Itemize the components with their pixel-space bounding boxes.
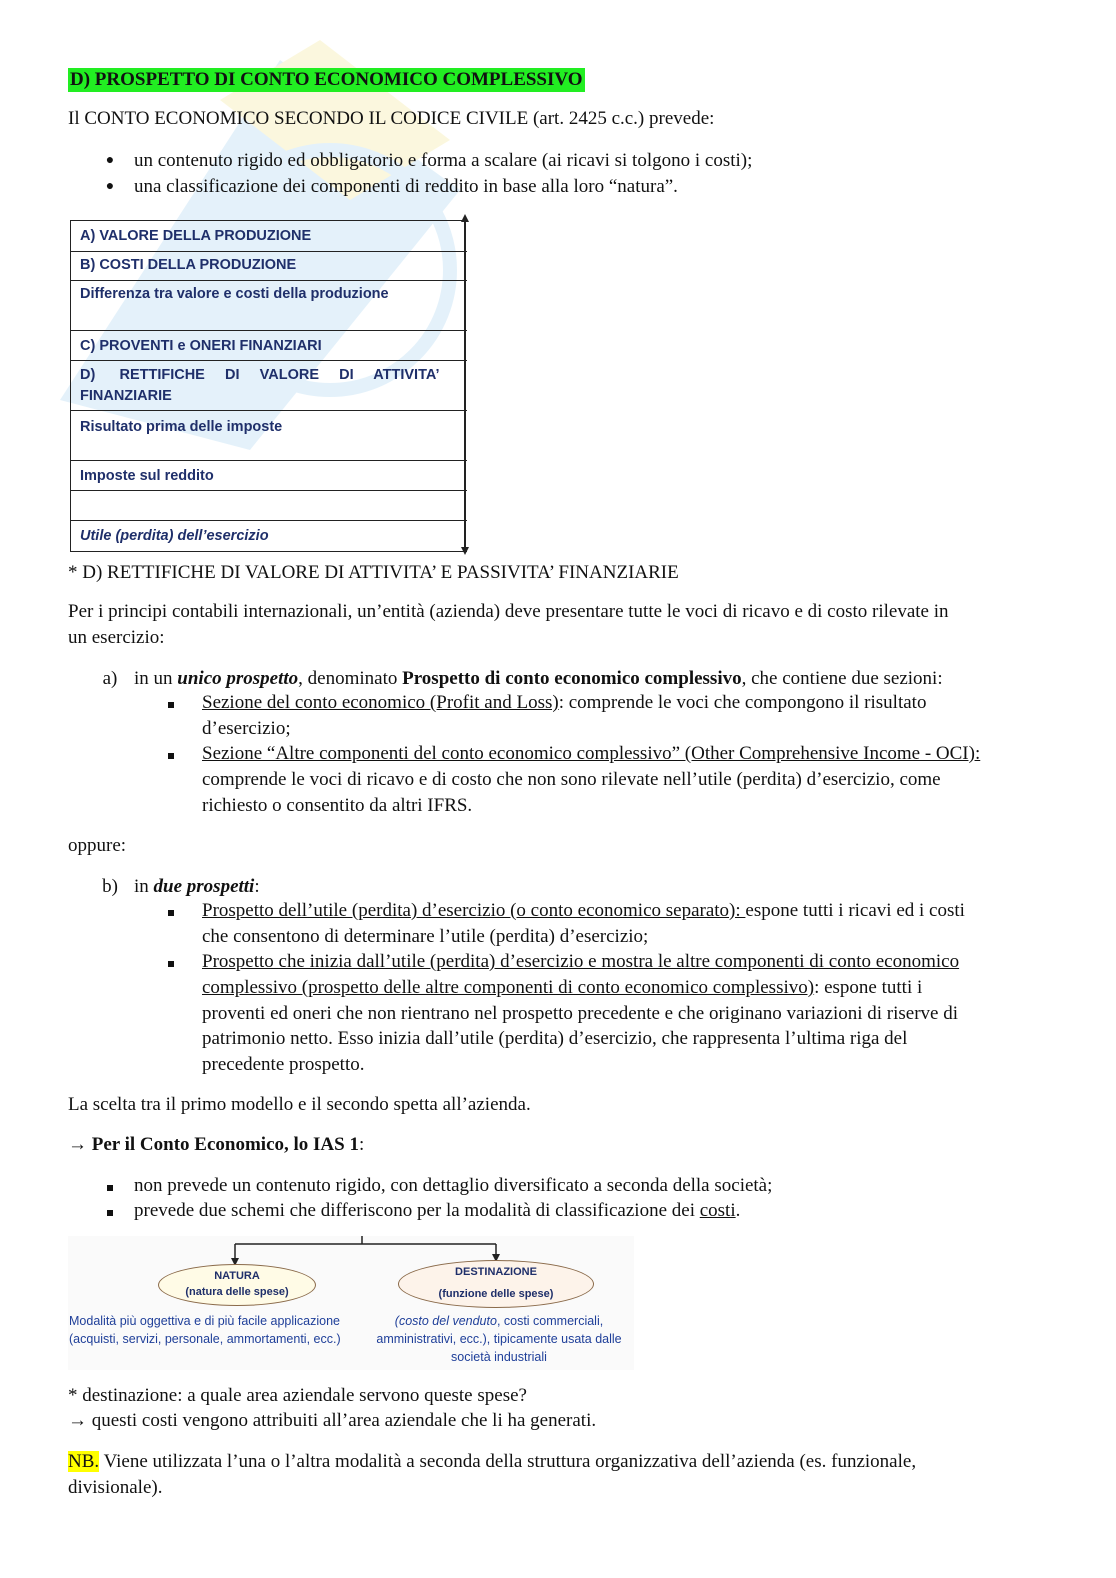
option-b-item-cont: patrimonio netto. Esso inizia dall’utile (perdita) d’esercizio, che rappresenta l’ultima riga del — [202, 1028, 908, 1049]
oppure-text: oppure: — [68, 835, 127, 856]
destinazione-description: (costo del venduto, costi commerciali, amministrativi, ecc.), tipicamente usata dalle società industriali — [376, 1314, 622, 1364]
square-bullet-icon — [100, 1198, 120, 1224]
scheme-row: Risultato prima delle imposte — [71, 410, 467, 461]
scheme-row: B) COSTI DELLA PRODUZIONE — [71, 251, 467, 281]
option-b-item-cont: complessivo (prospetto delle altre componenti di conto economico complessivo): espone tutti i — [202, 977, 923, 998]
destinazione-node: DESTINAZIONE (funzione delle spese) — [398, 1260, 594, 1308]
nb-note: NB. Viene utilizzata l’una o l’altra modalità a seconda della struttura organizzativa dell’azienda (es. funzionale, — [68, 1451, 917, 1472]
option-b-item: Prospetto dell’utile (perdita) d’esercizio (o conto economico separato): espone tutti i ricavi ed i costi — [202, 900, 965, 921]
intro-text: Il CONTO ECONOMICO SECONDO IL CODICE CIVILE (art. 2425 c.c.) prevede: — [68, 108, 715, 129]
option-a-item-cont: comprende le voci di ricavo e di costo che non sono rilevate nell’utile (perdita) d’esercizio, come — [202, 769, 941, 790]
ias-heading: → Per il Conto Economico, lo IAS 1: — [68, 1134, 365, 1155]
destination-note-cont: → questi costi vengono attribuiti all’area aziendale che li ha generati. — [68, 1410, 597, 1431]
square-bullet-icon — [168, 951, 198, 973]
option-a-item: Sezione “Altre componenti del conto economico complessivo” (Other Comprehensive Income - OCI): — [202, 743, 981, 764]
scheme-row: Utile (perdita) dell’esercizio — [80, 528, 269, 544]
scheme-row — [71, 490, 467, 521]
scheme-arrow-line — [464, 220, 466, 550]
natura-node: NATURA (natura delle spese) — [158, 1264, 316, 1306]
nb-note-cont: divisionale). — [68, 1477, 163, 1498]
option-b-item-cont: precedente prospetto. — [202, 1054, 365, 1075]
scheme-row: Differenza tra valore e costi della produzione — [71, 280, 467, 331]
natura-description: Modalità più oggettiva e di più facile applicazione (acquisti, servizi, personale, ammortamenti, ecc.) — [69, 1314, 341, 1346]
option-b-item-cont: che consentono di determinare l’utile (perdita) d’esercizio; — [202, 926, 649, 947]
square-bullet-icon — [100, 1173, 120, 1199]
bullet-icon: ● — [105, 153, 115, 168]
option-b-item-cont: proventi ed oneri che non rientrano nel prospetto precedente e che originano variazioni di riserve di — [202, 1003, 959, 1024]
ifrs-paragraph: Per i principi contabili internazionali, un’entità (azienda) deve presentare tutte le voci di ricavo e di costo rilevate in — [68, 601, 949, 622]
scelta-text: La scelta tra il primo modello e il secondo spetta all’azienda. — [68, 1094, 531, 1115]
arrow-up-icon — [461, 214, 469, 222]
section-heading: D) PROSPETTO DI CONTO ECONOMICO COMPLESSIVO — [70, 69, 583, 90]
arrow-right-icon: → — [68, 1134, 87, 1155]
square-bullet-icon — [168, 743, 198, 765]
scheme-row: A) VALORE DELLA PRODUZIONE — [71, 221, 467, 252]
option-a-item-cont: d’esercizio; — [202, 718, 291, 739]
destination-note: * destinazione: a quale area aziendale servono queste spese? — [68, 1385, 527, 1406]
arrow-right-icon: → — [68, 1410, 87, 1431]
square-bullet-icon — [168, 692, 198, 714]
option-b-item: Prospetto che inizia dall’utile (perdita) d’esercizio e mostra le altre componenti di conto economico — [202, 951, 960, 972]
square-bullet-icon — [168, 900, 198, 922]
option-a-item-cont: richiesto o consentito da altri IFRS. — [202, 795, 473, 816]
bullet-icon: ● — [105, 179, 115, 194]
note-d: * D) RETTIFICHE DI VALORE DI ATTIVITA’ E PASSIVITA’ FINANZIARIE — [68, 562, 679, 583]
scheme-row: D) RETTIFICHE DI VALORE DI ATTIVITA’ FINANZIARIE — [71, 360, 467, 411]
option-a-item: Sezione del conto economico (Profit and Loss): comprende le voci che compongono il risultato — [202, 692, 927, 713]
scheme-row: C) PROVENTI e ONERI FINANZIARI — [71, 330, 467, 361]
scheme-row: Imposte sul reddito — [71, 460, 467, 491]
income-statement-scheme — [70, 220, 467, 552]
ifrs-paragraph-cont: un esercizio: — [68, 627, 165, 648]
arrow-down-icon — [461, 547, 469, 555]
